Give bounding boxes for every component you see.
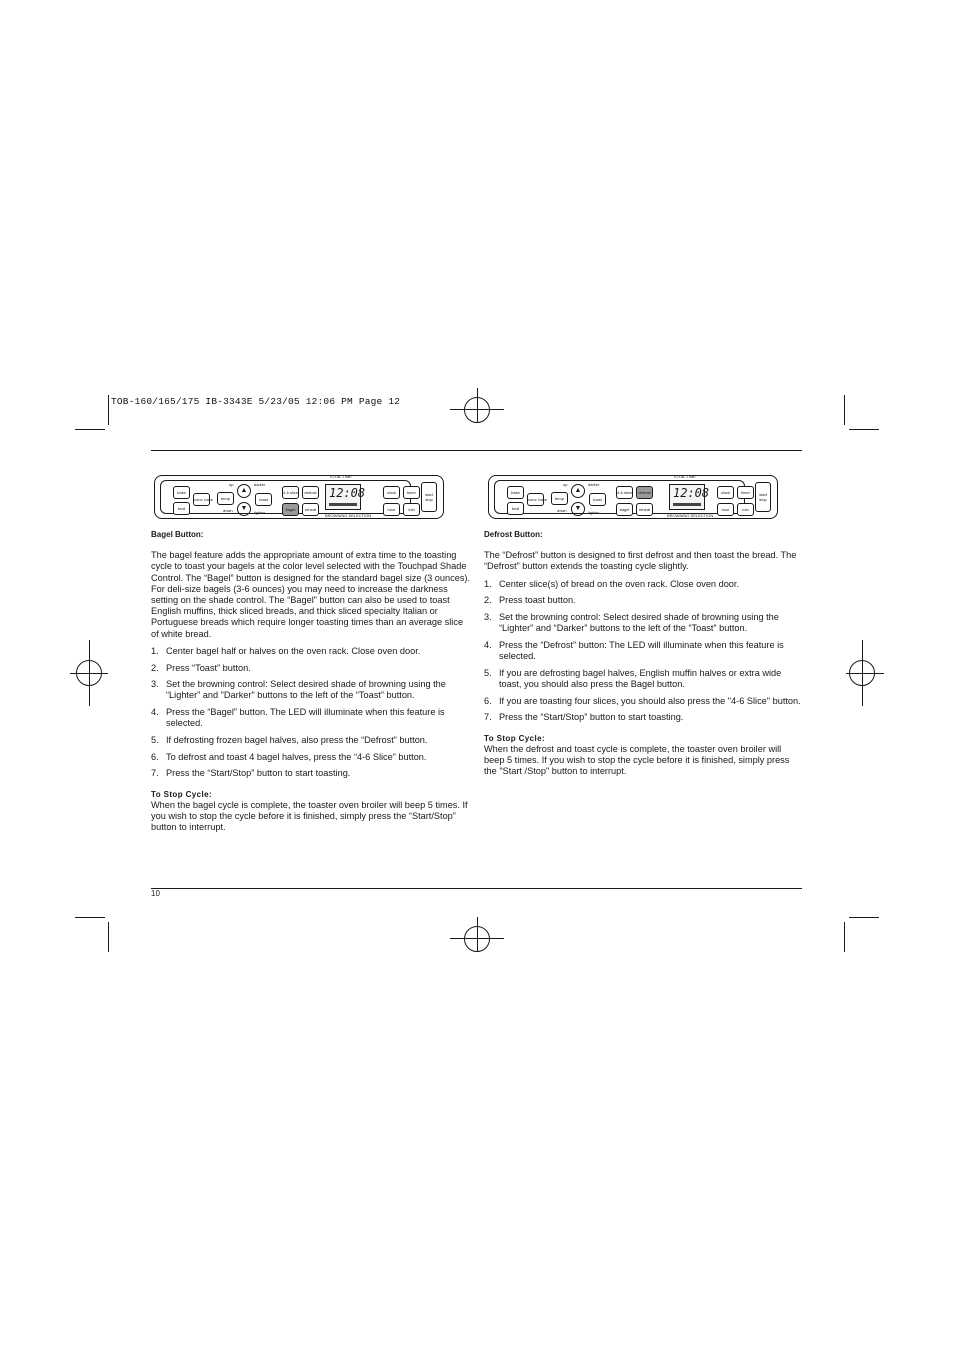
total-time-label: TOTAL TIME (673, 474, 696, 479)
min-button: min (403, 503, 420, 516)
list-item: 5. If defrosting frozen bagel halves, also press the “Defrost” button. (151, 735, 428, 746)
lcd-indicator-strip (329, 503, 357, 506)
list-item: 6. To defrost and toast 4 bagel halves, press the “4-6 Slice” button. (151, 751, 427, 762)
clock-button: clock (383, 486, 400, 499)
up-label: up (229, 482, 234, 487)
list-item: 7. Press the “Start/Stop” button to start toasting. (151, 768, 351, 779)
down-label: down (223, 508, 233, 513)
bagel-steps (151, 646, 471, 780)
header-rule (151, 450, 802, 451)
conv-bake-button: conv. bake (527, 493, 544, 506)
temp-button: temp (551, 492, 568, 505)
defrost-button: defrost (302, 486, 319, 499)
list-item: 4. Press the “Bagel” button. The LED will illuminate when this feature is selected. (151, 707, 445, 729)
browning-selection-label: BROWNING SELECTION (325, 513, 372, 518)
list-item: 5. If you are defrosting bagel halves, English muffin halves or extra wide toast, you should also press the Bagel button. (484, 667, 782, 690)
control-panel-illustration-left (154, 475, 444, 519)
list-item: 2. Press “Toast” button. (151, 662, 251, 673)
reheat-button: reheat (636, 503, 653, 516)
defrost-heading: Defrost Button: (484, 530, 543, 539)
registration-cross-right-h (846, 673, 884, 674)
bagel-button: bagel (616, 503, 633, 516)
bagel-heading: Bagel Button: (151, 530, 204, 539)
list-item: 7. Press the “Start/Stop” button to start toasting. (484, 712, 684, 723)
crop-mark-bl-h (75, 917, 105, 918)
footer-rule (151, 888, 802, 889)
start-stop-button: start stop (421, 482, 437, 512)
crop-mark-br-h (849, 917, 879, 918)
bagel-section (151, 529, 471, 833)
broil-button: broil (173, 502, 190, 515)
down-arrow-icon: ▼ (237, 502, 251, 516)
lcd-time: 12:08 (673, 486, 710, 500)
page-number: 10 (151, 889, 160, 898)
defrost-steps (484, 579, 804, 724)
reheat-button: reheat (302, 503, 319, 516)
bagel-intro: The bagel feature adds the appropriate amount of extra time to the toasting cycle to toast your bagels at the color level selected with the Touchpad Shade Control. The “Bagel” button is designed for the standard bagel size (3 ounces). For deli-size bagels (3-6 ounces) you may need to increase the darkness setting on the shade control. The “Bagel” button can also be used to toast English muffins, thick sliced breads, and thick sliced specialty Italian or Portuguese breads which require longer toasting times than an average slice of white bread. (151, 550, 471, 639)
defrost-section (484, 529, 804, 777)
defrost-button-lit: defrost (636, 486, 653, 499)
list-item: 6. If you are toasting four slices, you should also press the "4-6 Slice" button. (484, 695, 801, 706)
timer-button: timer (737, 486, 754, 499)
broil-button: broil (507, 502, 524, 515)
darker-label: darker (254, 482, 266, 487)
bagel-button-lit: bagel (282, 503, 299, 516)
registration-cross-right-v (862, 640, 863, 706)
lcd-time: 12:08 (329, 486, 366, 500)
list-item: 3. Set the browning control: Select desired shade of browning using the “Lighter” and "Darker" buttons to the left of the “Toast” button. (151, 679, 446, 701)
browning-selection-label: BROWNING SELECTION (667, 513, 714, 518)
list-item: 1. Center bagel half or halves on the oven rack. Close oven door. (151, 645, 421, 656)
min-button: min (737, 503, 754, 516)
darker-label: darker (588, 482, 600, 487)
defrost-intro: The “Defrost” button is designed to first defrost and then toast the bread. The “Defrost” button extends the toasting cycle slightly. (484, 550, 797, 572)
defrost-stop-heading: To Stop Cycle: (484, 733, 546, 743)
lcd-indicator-strip (673, 503, 701, 506)
bagel-stop-heading: To Stop Cycle: (151, 789, 213, 799)
crop-mark-tl-h (75, 429, 105, 430)
lighter-label: lighter (254, 510, 265, 515)
four-six-slice-button: 4-6 slice (282, 486, 299, 499)
crop-mark-tl-v (108, 395, 109, 425)
down-arrow-icon: ▼ (571, 502, 585, 516)
up-arrow-icon: ▲ (571, 484, 585, 498)
crop-mark-bl-v (108, 922, 109, 952)
up-arrow-icon: ▲ (237, 484, 251, 498)
lcd-display (325, 484, 366, 510)
crop-mark-tr-h (849, 429, 879, 430)
control-panel-illustration-right (488, 475, 778, 519)
defrost-stop-text: When the defrost and toast cycle is complete, the toaster oven broiler will beep 5 times. If you wish to stop the cycle before it is finished, simply press the "Start /Stop" button to interrupt. (484, 743, 790, 777)
list-item: 2. Press toast button. (484, 595, 576, 606)
temp-button: temp (217, 492, 234, 505)
crop-mark-tr-v (844, 395, 845, 425)
print-slug: TOB-160/165/175 IB-3343E 5/23/05 12:06 PM Page 12 (111, 396, 401, 407)
lighter-label: lighter (588, 510, 599, 515)
list-item: 3. Set the browning control: Select desired shade of browning using the “Lighter” and “Darker” buttons to the left of the “Toast” button. (484, 612, 779, 634)
lcd-display (669, 484, 710, 510)
down-label: down (557, 508, 567, 513)
bake-button: bake (173, 486, 190, 499)
start-stop-button: start stop (755, 482, 771, 512)
list-item: 1. Center slice(s) of bread on the oven rack. Close oven door. (484, 578, 740, 589)
registration-cross-bottom-v (477, 917, 478, 951)
bagel-stop-text: When the bagel cycle is complete, the toaster oven broiler will beep 5 times. If you wish to stop the cycle before it is finished, simply press the “Start/Stop” button to interrupt. (151, 799, 468, 833)
timer-button: timer (403, 486, 420, 499)
registration-cross-top-v (477, 388, 478, 422)
toast-button: toast (255, 493, 272, 506)
hour-button: hour (383, 503, 400, 516)
four-six-slice-button: 4-6 slice (616, 486, 633, 499)
bake-button: bake (507, 486, 524, 499)
conv-bake-button: conv. bake (193, 493, 210, 506)
toast-button: toast (589, 493, 606, 506)
up-label: up (563, 482, 568, 487)
total-time-label: TOTAL TIME (329, 474, 352, 479)
hour-button: hour (717, 503, 734, 516)
crop-mark-br-v (844, 922, 845, 952)
list-item: 4. Press the “Defrost” button: The LED will illuminate when this feature is selected. (484, 639, 784, 662)
clock-button: clock (717, 486, 734, 499)
registration-cross-left-v (89, 640, 90, 706)
